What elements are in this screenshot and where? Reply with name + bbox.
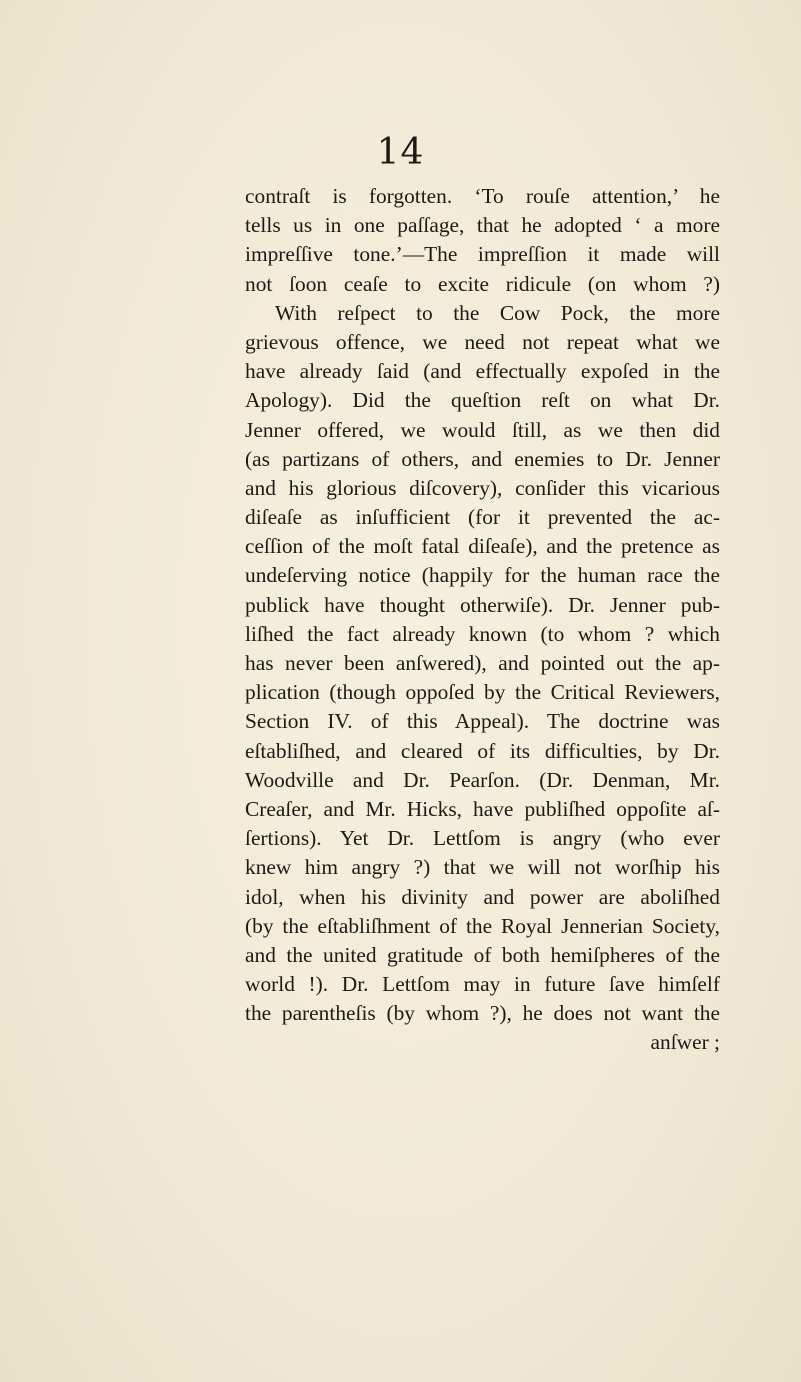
catchword: anſwer ;	[650, 1030, 720, 1055]
page-number: 14	[376, 132, 425, 173]
text-line: have already ſaid (and effectually expoſed in the	[245, 359, 720, 384]
text-line: (by the eſtabliſhment of the Royal Jennerian Society,	[245, 913, 720, 938]
text-line: ſertions). Yet Dr. Lettſom is angry (who ever	[245, 826, 720, 851]
text-line: (as partizans of others, and enemies to Dr. Jenner	[245, 446, 720, 471]
body-text	[245, 182, 720, 1058]
text-line: grievous offence, we need not repeat what we	[245, 329, 720, 354]
text-line: liſhed the fact already known (to whom ? which	[245, 621, 720, 646]
text-line: contraſt is forgotten. ‘To rouſe attention,’ he	[245, 184, 720, 208]
text-line: impreſſive tone.’—The impreſſion it made will	[245, 242, 720, 267]
text-line: eſtabliſhed, and cleared of its difficulties, by Dr.	[245, 738, 720, 763]
text-line: the parentheſis (by whom ?), he does not want the	[245, 1001, 720, 1026]
text-line: idol, when his divinity and power are aboliſhed	[245, 884, 720, 909]
text-line: tells us in one paſſage, that he adopted ‘ a more	[245, 213, 720, 238]
text-line: not ſoon ceaſe to excite ridicule (on whom ?)	[245, 271, 720, 296]
text-line: ceſſion of the moſt fatal diſeaſe), and the pretence as	[245, 534, 720, 559]
text-line: and the united gratitude of both hemiſpheres of the	[245, 942, 720, 967]
text-line: Apology). Did the queſtion reſt on what Dr.	[245, 388, 720, 413]
text-line: undeſerving notice (happily for the human race the	[245, 563, 720, 588]
text-line: publick have thought otherwiſe). Dr. Jenner pub-	[245, 592, 720, 617]
text-line: With reſpect to the Cow Pock, the more	[275, 300, 720, 325]
text-line: Section IV. of this Appeal). The doctrine was	[245, 709, 720, 734]
text-line: plication (though oppoſed by the Critical Reviewers,	[245, 680, 720, 705]
text-line: and his glorious diſcovery), conſider this vicarious	[245, 475, 720, 500]
text-line: knew him angry ?) that we will not worſhip his	[245, 855, 720, 880]
text-line: Creaſer, and Mr. Hicks, have publiſhed oppoſite aſ-	[245, 796, 720, 821]
text-line: world !). Dr. Lettſom may in future ſave himſelf	[245, 972, 720, 997]
text-line: Woodville and Dr. Pearſon. (Dr. Denman, Mr.	[245, 767, 720, 792]
text-line: has never been anſwered), and pointed out the ap-	[245, 651, 720, 675]
text-line: diſeaſe as inſufficient (for it prevented the ac-	[245, 505, 720, 530]
text-line: Jenner offered, we would ſtill, as we then did	[245, 417, 720, 442]
